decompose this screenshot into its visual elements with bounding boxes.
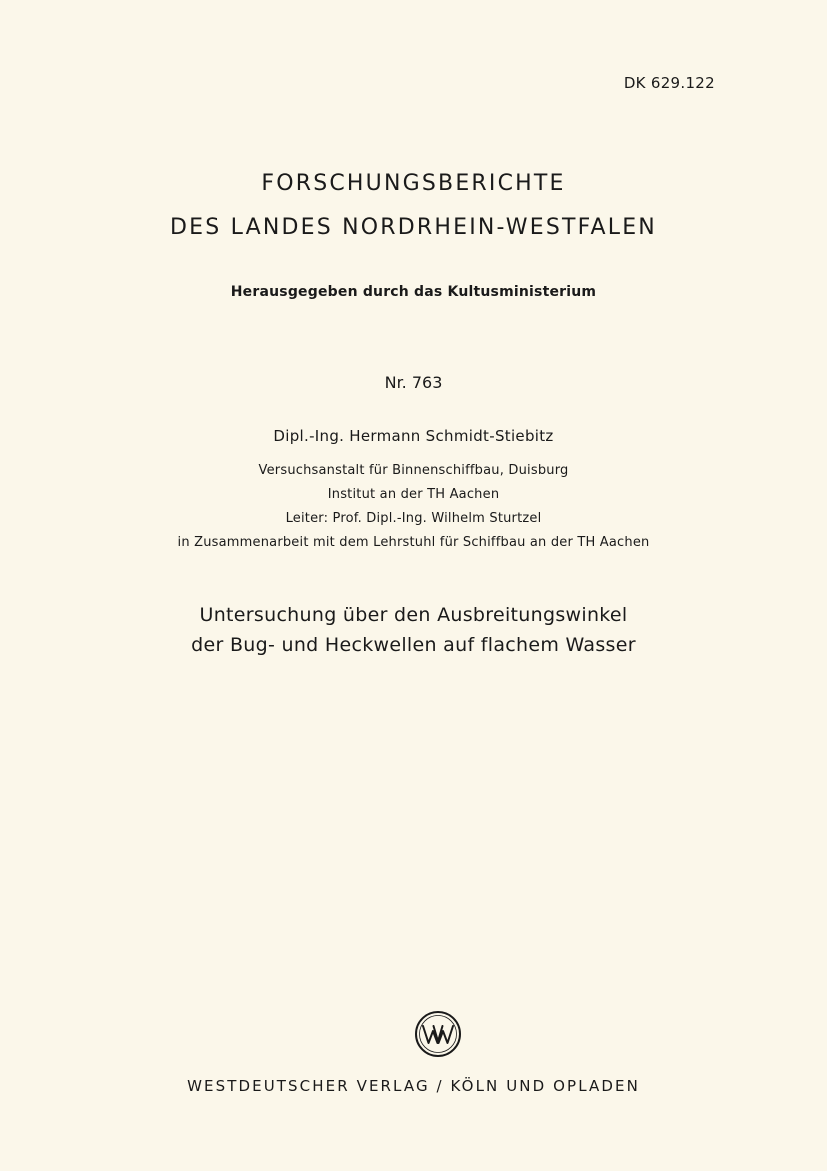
- series-title-line-2: DES LANDES NORDRHEIN-WESTFALEN: [170, 215, 657, 240]
- report-number: Nr. 763: [384, 373, 443, 392]
- affiliation-line-2: Institut an der TH Aachen: [327, 487, 500, 502]
- affiliation-line-1: Versuchsanstalt für Binnenschiffbau, Duisburg: [258, 463, 569, 478]
- author-name: Dipl.-Ing. Hermann Schmidt-Stiebitz: [273, 427, 554, 445]
- work-title-line-1: Untersuchung über den Ausbreitungswinkel: [199, 604, 628, 626]
- affiliation-line-4: in Zusammenarbeit mit dem Lehrstuhl für Schiffbau an der TH Aachen: [177, 535, 650, 550]
- work-title-line-2: der Bug- und Heckwellen auf flachem Wasser: [191, 634, 636, 656]
- dk-classification: DK 629.122: [623, 74, 715, 92]
- series-title-line-1: FORSCHUNGSBERICHTE: [261, 171, 566, 196]
- affiliation-line-3: Leiter: Prof. Dipl.-Ing. Wilhelm Sturtzel: [285, 511, 542, 526]
- westdeutscher-verlag-ww-logo-icon: [414, 1010, 462, 1058]
- publisher-imprint: WESTDEUTSCHER VERLAG / KÖLN UND OPLADEN: [187, 1077, 640, 1095]
- publisher-note: Herausgegeben durch das Kultusministerium: [230, 284, 597, 300]
